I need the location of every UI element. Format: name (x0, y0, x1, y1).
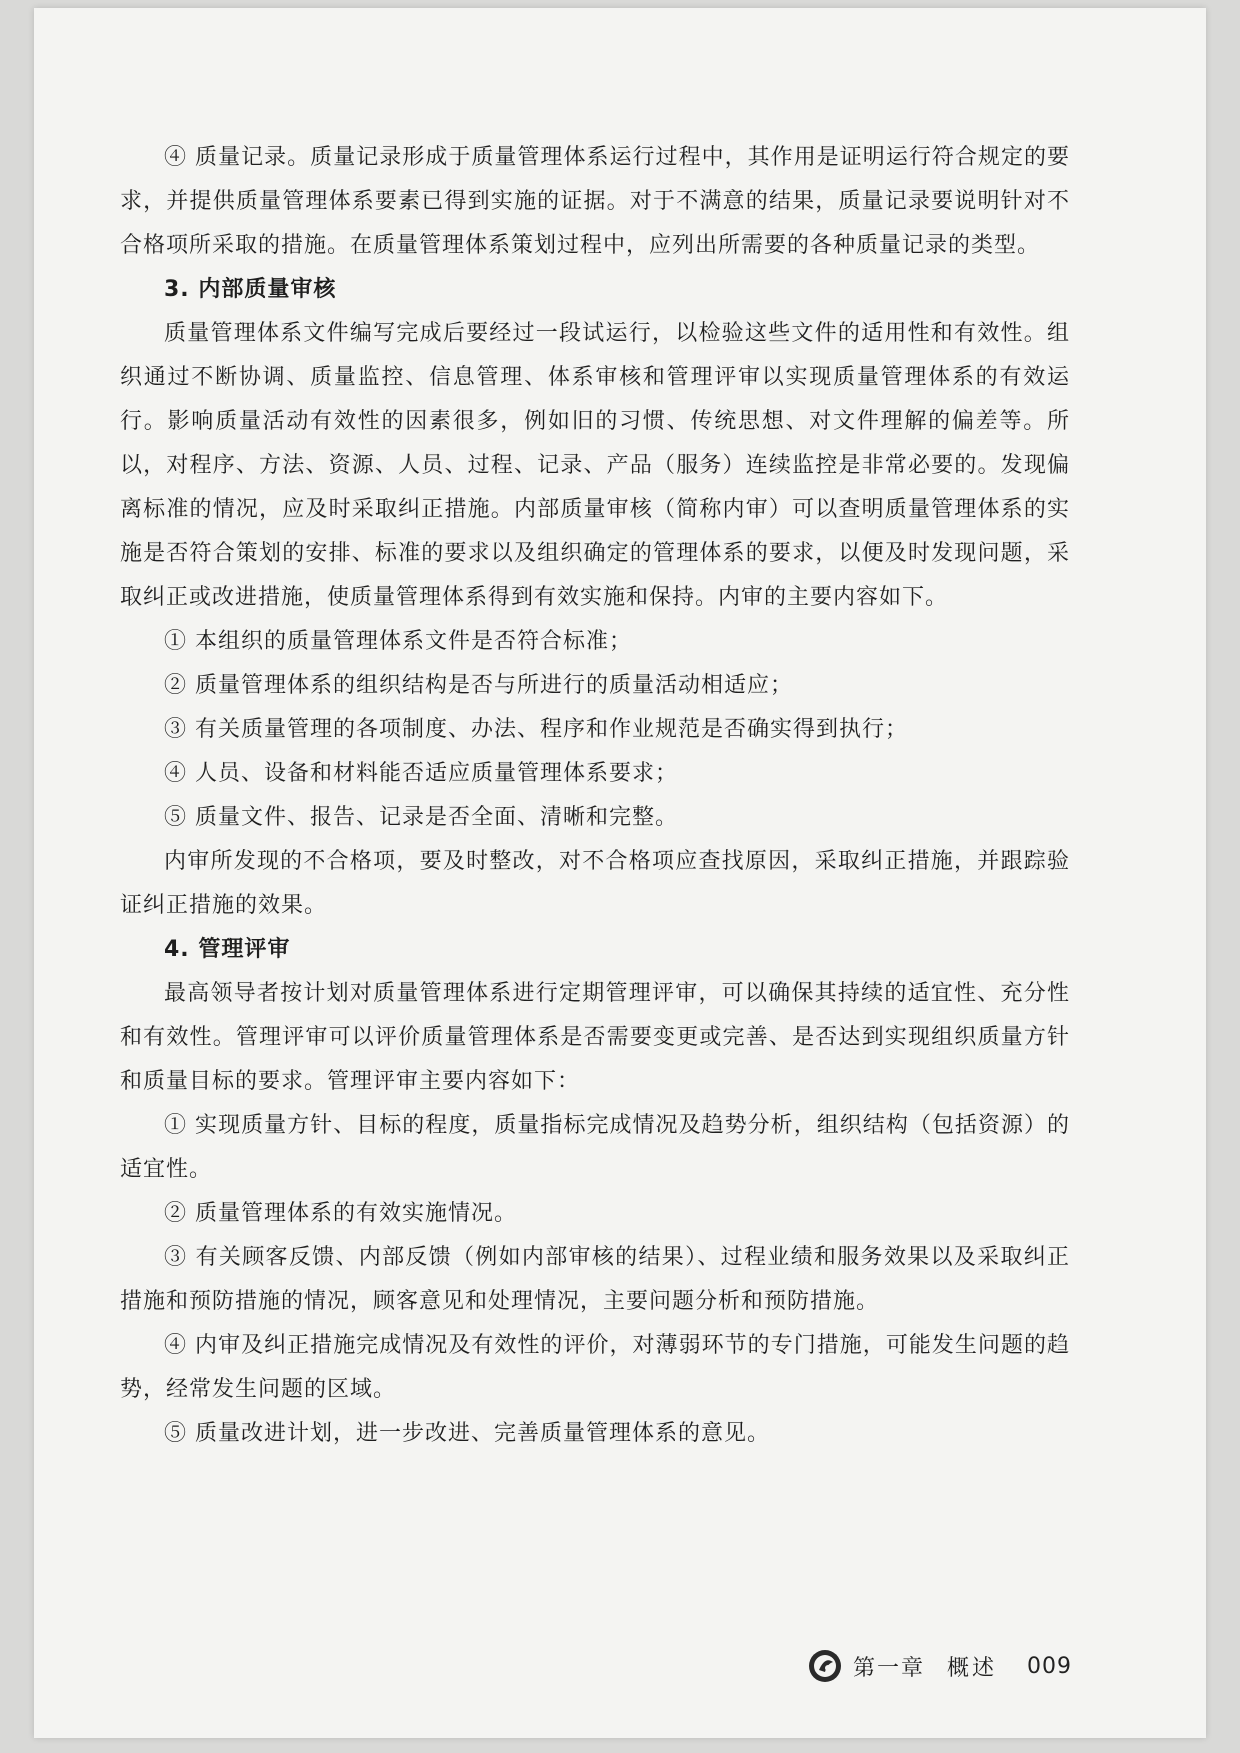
document-page (34, 8, 1206, 1738)
audit-item: ① 本组织的质量管理体系文件是否符合标准； (164, 629, 632, 654)
heading-internal-audit: 3. 内部质量审核 (164, 277, 337, 302)
audit-item: ③ 有关质量管理的各项制度、办法、程序和作业规范是否确实得到执行； (164, 717, 908, 742)
paragraph-internal-audit: 质量管理体系文件编写完成后要经过一段试运行，以检验这些文件的适用性和有效性。组织通过不断协调、质量监控、信息管理、体系审核和管理评审以实现质量管理体系的有效运行。影响质量活动有效性的因素很多，例如旧的习惯、传统思想、对文件理解的偏差等。所以，对程序、方法、资源、人员、过程、记录、产品（服务）连续监控是非常必要的。发现偏离标准的情况，应及时采取纠正措施。内部质量审核（简称内审）可以查明质量管理体系的实施是否符合策划的安排、标准的要求以及组织确定的管理体系的要求，以便及时发现问题，采取纠正或改进措施，使质量管理体系得到有效实施和保持。内审的主要内容如下。 (120, 321, 1070, 610)
paragraph-management-review: 最高领导者按计划对质量管理体系进行定期管理评审，可以确保其持续的适宜性、充分性和有效性。管理评审可以评价质量管理体系是否需要变更或完善、是否达到实现组织质量方针和质量目标的要求。管理评审主要内容如下： (120, 981, 1070, 1094)
page-number: 009 (1027, 1653, 1072, 1679)
review-item: ① 实现质量方针、目标的程度，质量指标完成情况及趋势分析，组织结构（包括资源）的适宜性。 (120, 1113, 1070, 1182)
page-footer (807, 1648, 1072, 1684)
footer-chapter-title: 概述 (946, 1655, 997, 1681)
heading-management-review: 4. 管理评审 (164, 937, 291, 962)
review-item: ④ 内审及纠正措施完成情况及有效性的评价，对薄弱环节的专门措施，可能发生问题的趋势，经常发生问题的区域。 (120, 1333, 1070, 1402)
review-item: ⑤ 质量改进计划，进一步改进、完善质量管理体系的意见。 (164, 1421, 770, 1446)
audit-item: ② 质量管理体系的组织结构是否与所进行的质量活动相适应； (164, 673, 793, 698)
review-item: ③ 有关顾客反馈、内部反馈（例如内部审核的结果）、过程业绩和服务效果以及采取纠正措施和预防措施的情况，顾客意见和处理情况，主要问题分析和预防措施。 (120, 1245, 1070, 1314)
audit-item: ④ 人员、设备和材料能否适应质量管理体系要求； (164, 761, 678, 786)
review-item: ② 质量管理体系的有效实施情况。 (164, 1201, 517, 1226)
page-body (120, 136, 1070, 1456)
paragraph-quality-records: ④ 质量记录。质量记录形成于质量管理体系运行过程中，其作用是证明运行符合规定的要求，并提供质量管理体系要素已得到实施的证据。对于不满意的结果，质量记录要说明针对不合格项所采取的措施。在质量管理体系策划过程中，应列出所需要的各种质量记录的类型。 (120, 145, 1070, 258)
paragraph-audit-followup: 内审所发现的不合格项，要及时整改，对不合格项应查找原因，采取纠正措施，并跟踪验证纠正措施的效果。 (120, 849, 1070, 918)
footer-chapter: 第一章 (852, 1655, 925, 1681)
chapter-logo-icon (807, 1648, 843, 1684)
audit-item: ⑤ 质量文件、报告、记录是否全面、清晰和完整。 (164, 805, 678, 830)
